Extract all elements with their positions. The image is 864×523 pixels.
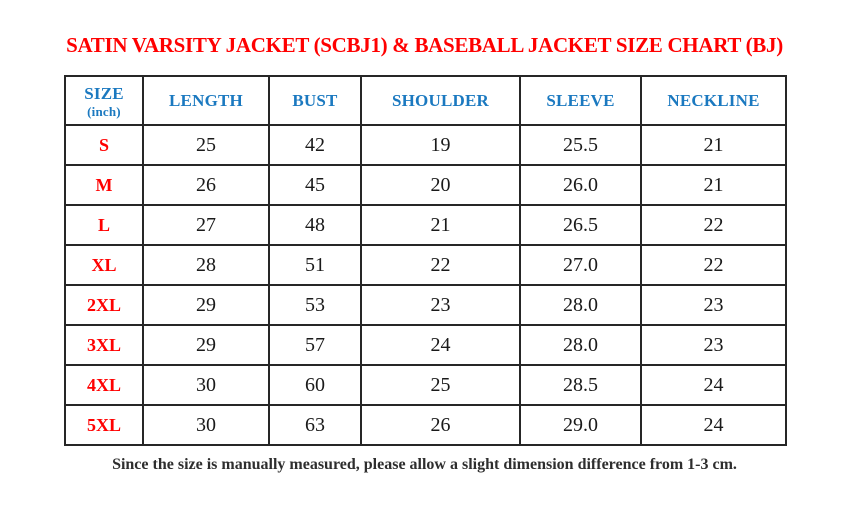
measurement-cell: 28.0 <box>520 285 641 325</box>
measurement-cell: 24 <box>361 325 520 365</box>
size-label: M <box>65 165 143 205</box>
measurement-cell: 19 <box>361 125 520 165</box>
measurement-cell: 24 <box>641 405 786 445</box>
column-header-size-unit: (inch) <box>87 103 121 119</box>
table-row <box>65 205 786 245</box>
measurement-cell: 26.5 <box>520 205 641 245</box>
measurement-cell: 57 <box>269 325 361 365</box>
measurement-cell: 29 <box>143 285 269 325</box>
column-header-shoulder: SHOULDER <box>361 76 520 125</box>
page-title: SATIN VARSITY JACKET (SCBJ1) & BASEBALL JACKET SIZE CHART (BJ) <box>66 33 783 57</box>
table-row <box>65 285 786 325</box>
table-row <box>65 405 786 445</box>
table-body <box>65 125 786 445</box>
measurement-cell: 30 <box>143 365 269 405</box>
measurement-cell: 28 <box>143 245 269 285</box>
measurement-cell: 26 <box>361 405 520 445</box>
column-header-length: LENGTH <box>143 76 269 125</box>
table-row <box>65 245 786 285</box>
column-header-size-label: SIZE <box>84 83 124 103</box>
measurement-cell: 42 <box>269 125 361 165</box>
measurement-cell: 25.5 <box>520 125 641 165</box>
table-row <box>65 125 786 165</box>
measurement-cell: 22 <box>641 205 786 245</box>
measurement-cell: 30 <box>143 405 269 445</box>
measurement-cell: 20 <box>361 165 520 205</box>
measurement-cell: 23 <box>641 285 786 325</box>
measurement-cell: 25 <box>361 365 520 405</box>
measurement-cell: 21 <box>641 125 786 165</box>
size-label: 5XL <box>65 405 143 445</box>
measurement-cell: 29.0 <box>520 405 641 445</box>
measurement-cell: 22 <box>361 245 520 285</box>
measurement-cell: 63 <box>269 405 361 445</box>
column-header-sleeve: SLEEVE <box>520 76 641 125</box>
column-header-neckline: NECKLINE <box>641 76 786 125</box>
measurement-cell: 27 <box>143 205 269 245</box>
measurement-cell: 60 <box>269 365 361 405</box>
size-chart-table <box>64 75 787 446</box>
column-header-size <box>65 76 143 125</box>
measurement-cell: 27.0 <box>520 245 641 285</box>
measurement-cell: 51 <box>269 245 361 285</box>
measurement-cell: 48 <box>269 205 361 245</box>
measurement-cell: 26 <box>143 165 269 205</box>
measurement-cell: 25 <box>143 125 269 165</box>
measurement-cell: 28.0 <box>520 325 641 365</box>
measurement-cell: 26.0 <box>520 165 641 205</box>
header-row <box>65 76 786 125</box>
size-label: L <box>65 205 143 245</box>
measurement-cell: 21 <box>641 165 786 205</box>
size-label: 4XL <box>65 365 143 405</box>
measurement-cell: 22 <box>641 245 786 285</box>
measurement-cell: 53 <box>269 285 361 325</box>
size-label: XL <box>65 245 143 285</box>
column-header-bust: BUST <box>269 76 361 125</box>
measurement-cell: 23 <box>641 325 786 365</box>
measurement-cell: 21 <box>361 205 520 245</box>
table-row <box>65 165 786 205</box>
size-label: 2XL <box>65 285 143 325</box>
measurement-cell: 23 <box>361 285 520 325</box>
content-area <box>64 0 785 523</box>
size-label: S <box>65 125 143 165</box>
measurement-cell: 45 <box>269 165 361 205</box>
table-row <box>65 325 786 365</box>
measurement-cell: 29 <box>143 325 269 365</box>
footer-note: Since the size is manually measured, please allow a slight dimension difference from 1-3 cm. <box>112 456 737 473</box>
measurement-cell: 24 <box>641 365 786 405</box>
size-label: 3XL <box>65 325 143 365</box>
measurement-cell: 28.5 <box>520 365 641 405</box>
table-row <box>65 365 786 405</box>
